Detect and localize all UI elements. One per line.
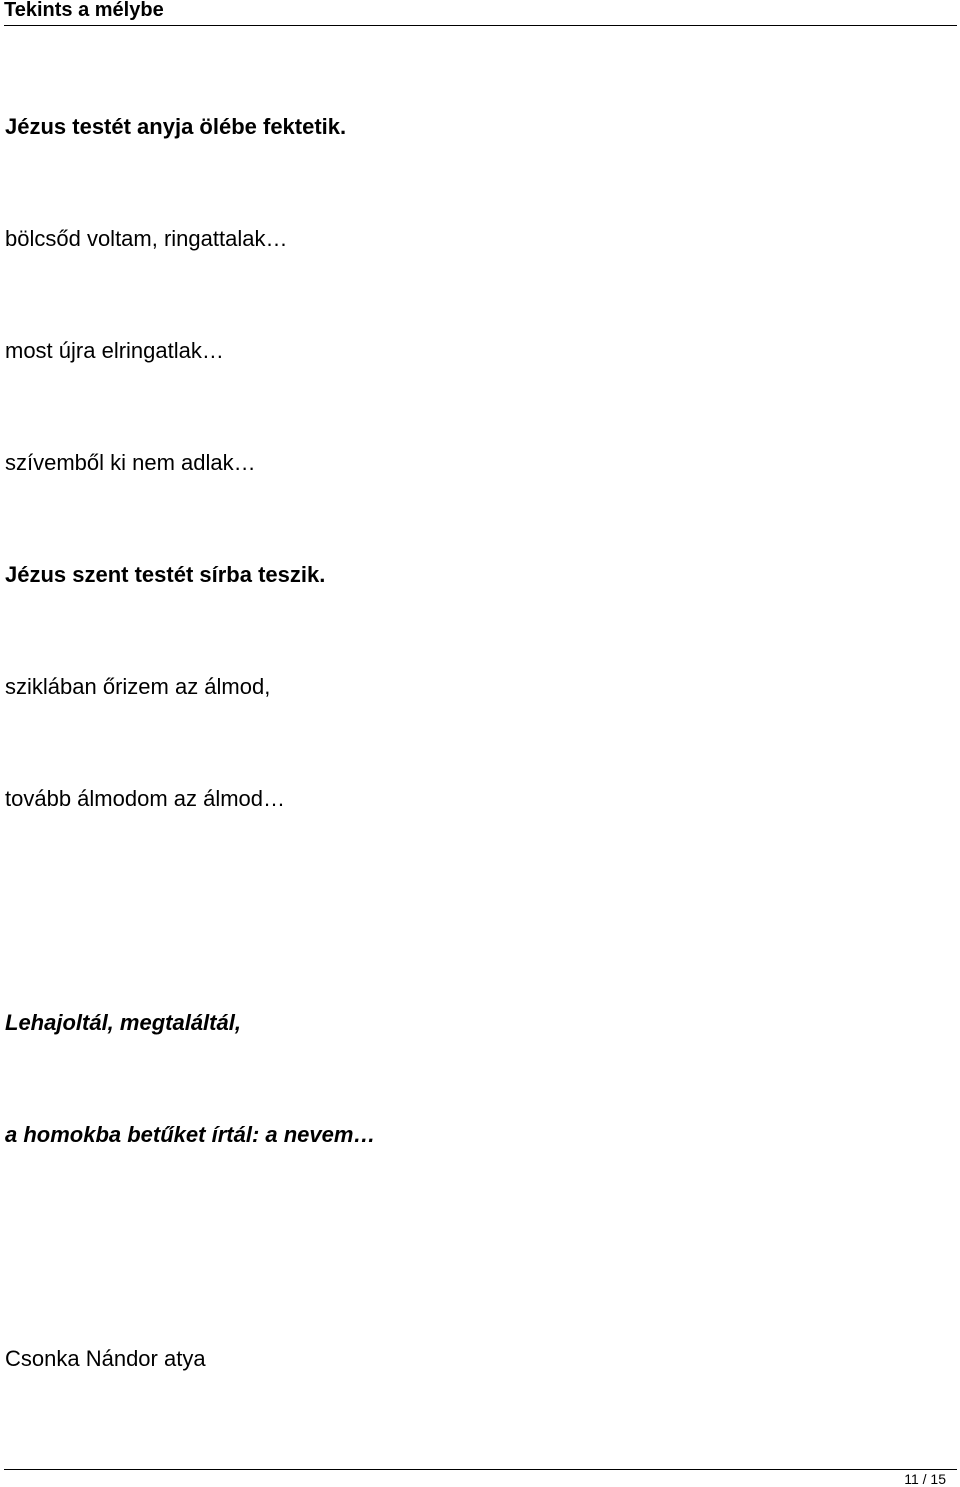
header-divider (4, 25, 957, 26)
author-signature: Csonka Nándor atya (5, 1346, 206, 1371)
document-header-title: Tekints a mélybe (4, 0, 164, 21)
text-line-2: bölcsőd voltam, ringattalak… (5, 226, 288, 251)
text-line-3: most újra elringatlak… (5, 338, 224, 363)
text-line-7: tovább álmodom az álmod… (5, 786, 286, 811)
text-line-8: Lehajoltál, megtaláltál, (5, 1010, 241, 1035)
footer-divider (4, 1469, 957, 1470)
text-line-5: Jézus szent testét sírba teszik. (5, 562, 326, 587)
text-line-1: Jézus testét anyja ölébe fektetik. (5, 114, 347, 139)
text-line-6: sziklában őrizem az álmod, (5, 674, 271, 699)
text-line-9: a homokba betűket írtál: a nevem… (5, 1122, 376, 1147)
page-number: 11 / 15 (904, 1471, 946, 1487)
text-line-4: szívemből ki nem adlak… (5, 450, 256, 475)
